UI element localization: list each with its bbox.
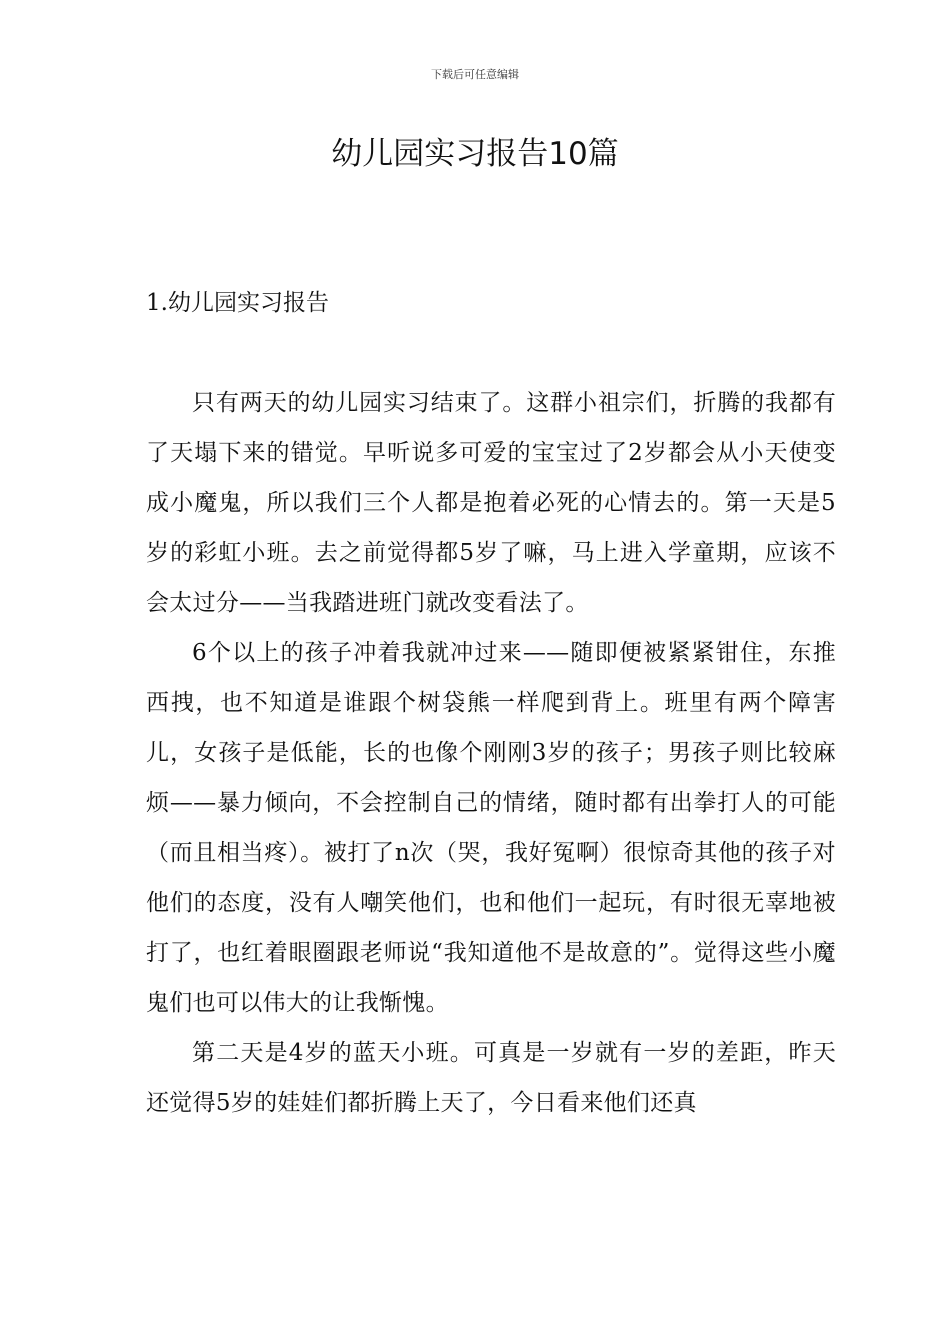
paragraph: 只有两天的幼儿园实习结束了。这群小祖宗们，折腾的我都有了天塌下来的错觉。早听说多可爱的宝宝过了2岁都会从小天使变成小魔鬼，所以我们三个人都是抱着必死的心情去的。第一天是5岁的彩虹小班。去之前觉得都5岁了嘛，马上进入学童期，应该不会太过分——当我踏进班门就改变看法了。	[146, 390, 836, 616]
document-title: 幼儿园实习报告10篇	[331, 136, 619, 172]
document-body	[146, 378, 836, 1128]
paragraph: 6个以上的孩子冲着我就冲过来——随即便被紧紧钳住，东推西拽，也不知道是谁跟个树袋熊一样爬到背上。班里有两个障害儿，女孩子是低能，长的也像个刚刚3岁的孩子；男孩子则比较麻烦——暴力倾向，不会控制自己的情绪，随时都有出拳打人的可能（而且相当疼）。被打了n次（哭，我好冤啊）很惊奇其他的孩子对他们的态度，没有人嘲笑他们，也和他们一起玩，有时很无辜地被打了，也红着眼圈跟老师说“我知道他不是故意的”。觉得这些小魔鬼们也可以伟大的让我惭愧。	[146, 640, 836, 1016]
header-note: 下载后可任意编辑	[431, 68, 519, 81]
paragraph: 第二天是4岁的蓝天小班。可真是一岁就有一岁的差距，昨天还觉得5岁的娃娃们都折腾上天了，今日看来他们还真	[146, 1040, 836, 1116]
section-heading: 1.幼儿园实习报告	[146, 290, 329, 316]
